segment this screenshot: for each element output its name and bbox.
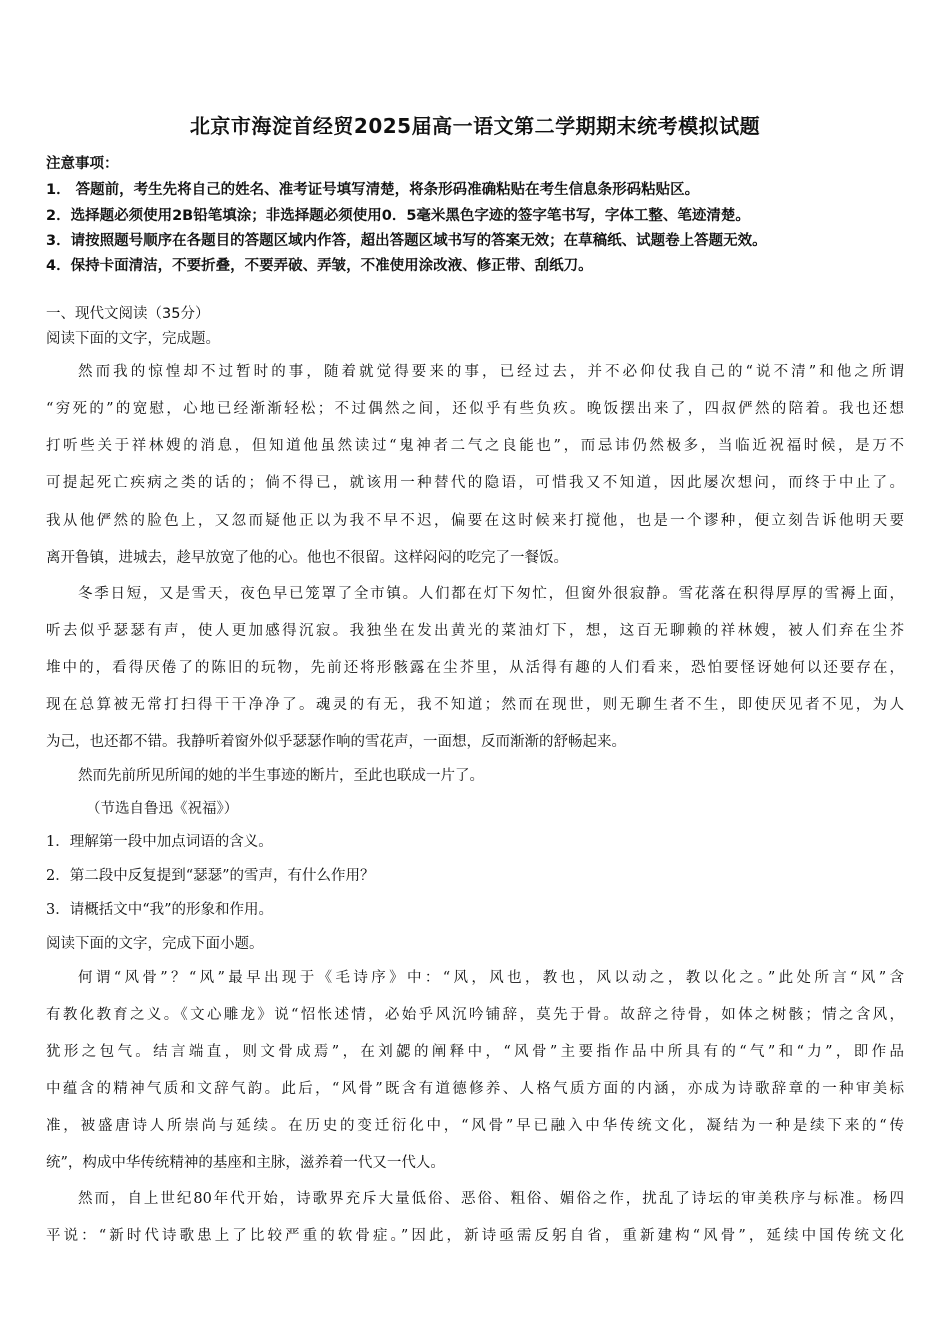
- notice-heading: 注意事项：: [46, 156, 119, 172]
- passage-line: 现在总算被无常打扫得干干净净了。魂灵的有无，我不知道；然而在现世，则无聊生者不生，即使厌见者不见，为人: [46, 697, 904, 713]
- passage-line: 为己，也还都不错。我静听着窗外似乎瑟瑟作响的雪花声，一面想，反而渐渐的舒畅起来。: [46, 734, 626, 750]
- passage2-line: 准，被盛唐诗人所崇尚与延续。在历史的变迁衍化中，“风骨”早已融入中华传统文化，凝结为一种是续下来的“传: [46, 1118, 904, 1134]
- passage2-line: 然而，自上世纪80年代开始，诗歌界充斥大量低俗、恶俗、粗俗、媚俗之作，扰乱了诗坛的审美秩序与标准。杨四: [78, 1191, 904, 1207]
- page-title: 北京市海淀首经贸2025届高一语文第二学期期末统考模拟试题: [189, 114, 761, 138]
- notice-item-1: 1． 答题前，考生先将自己的姓名、准考证号填写清楚，将条形码准确粘贴在考生信息条形码粘贴区。: [46, 182, 700, 198]
- passage2-line: 中蕴含的精神气质和文辞气韵。此后，“风骨”既含有道德修养、人格气质方面的内涵，亦成为诗歌辞章的一种审美标: [46, 1081, 904, 1097]
- passage-line: 离开鲁镇，进城去，趁早放宽了他的心。他也不很留。这样闷闷的吃完了一餐饭。: [46, 550, 568, 566]
- passage2-line: 统”，构成中华传统精神的基座和主脉，滋养着一代又一代人。: [46, 1155, 445, 1171]
- passage-line: 我从他俨然的脸色上，又忽而疑他正以为我不早不迟，偏要在这时候来打搅他，也是一个谬种，便立刻告诉他明天要: [46, 513, 904, 529]
- passage2-line: 有教化教育之义。《文心雕龙》说“怊怅述情，必始乎风沉吟铺辞，莫先于骨。故辞之待骨，如体之树骸；情之含风，: [46, 1007, 904, 1023]
- passage-line: 听去似乎瑟瑟有声，使人更加感得沉寂。我独坐在发出黄光的菜油灯下，想，这百无聊赖的祥林嫂，被人们弃在尘芥: [46, 623, 904, 639]
- section-heading: 一、现代文阅读（35分）: [46, 306, 210, 322]
- passage-line: 然而我的惊惶却不过暂时的事，随着就觉得要来的事，已经过去，并不必仰仗我自己的“说不清”和他之所谓: [78, 364, 904, 380]
- passage-line: 冬季日短，又是雪天，夜色早已笼罩了全市镇。人们都在灯下匆忙，但窗外很寂静。雪花落在积得厚厚的雪褥上面，: [78, 586, 904, 602]
- notice-item-3: 3．请按照题号顺序在各题目的答题区域内作答，超出答题区域书写的答案无效；在草稿纸、试题卷上答题无效。: [46, 233, 767, 249]
- passage-line: “穷死的”的宽慰，心地已经渐渐轻松；不过偶然之间，还似乎有些负疚。晚饭摆出来了，四叔俨然的陪着。我也还想: [46, 401, 904, 417]
- passage-line: 然而先前所见所闻的她的半生事迹的断片，至此也联成一片了。: [78, 768, 484, 784]
- passage-line: 可提起死亡疾病之类的话的；倘不得已，就该用一种替代的隐语，可惜我又不知道，因此屡次想问，而终于中止了。: [46, 475, 904, 491]
- question-3: 3．请概括文中“我”的形象和作用。: [46, 902, 274, 918]
- passage2-line: 平说：“新时代诗歌患上了比较严重的软骨症。”因此，新诗亟需反躬自省，重新建构“风骨”，延续中国传统文化: [46, 1228, 904, 1244]
- passage-line: 打听些关于祥林嫂的消息，但知道他虽然读过“鬼神者二气之良能也”，而忌讳仍然极多，当临近祝福时候，是万不: [46, 438, 904, 454]
- reading-instruction-2: 阅读下面的文字，完成下面小题。: [46, 936, 264, 952]
- passage2-line: 何谓“风骨”？“风”最早出现于《毛诗序》中：“风，风也，教也，风以动之，教以化之。”此处所言“风”含: [78, 970, 904, 986]
- question-1: 1．理解第一段中加点词语的含义。: [46, 834, 273, 850]
- passage-line: 堆中的，看得厌倦了的陈旧的玩物，先前还将形骸露在尘芥里，从活得有趣的人们看来，恐怕要怪讶她何以还要存在，: [46, 660, 904, 676]
- question-2: 2．第二段中反复提到“瑟瑟”的雪声，有什么作用？: [46, 868, 375, 884]
- passage2-line: 犹形之包气。结言端直，则文骨成焉”，在刘勰的阐释中，“风骨”主要指作品中所具有的“气”和“力”，即作品: [46, 1044, 904, 1060]
- notice-item-4: 4．保持卡面清洁，不要折叠，不要弄破、弄皱，不准使用涂改液、修正带、刮纸刀。: [46, 258, 593, 274]
- notice-item-2: 2．选择题必须使用2B铅笔填涂；非选择题必须使用0．5毫米黑色字迹的签字笔书写，字体工整、笔迹清楚。: [46, 208, 750, 224]
- passage-source: （节选自鲁迅《祝福》）: [86, 801, 239, 817]
- reading-instruction: 阅读下面的文字，完成题。: [46, 331, 220, 347]
